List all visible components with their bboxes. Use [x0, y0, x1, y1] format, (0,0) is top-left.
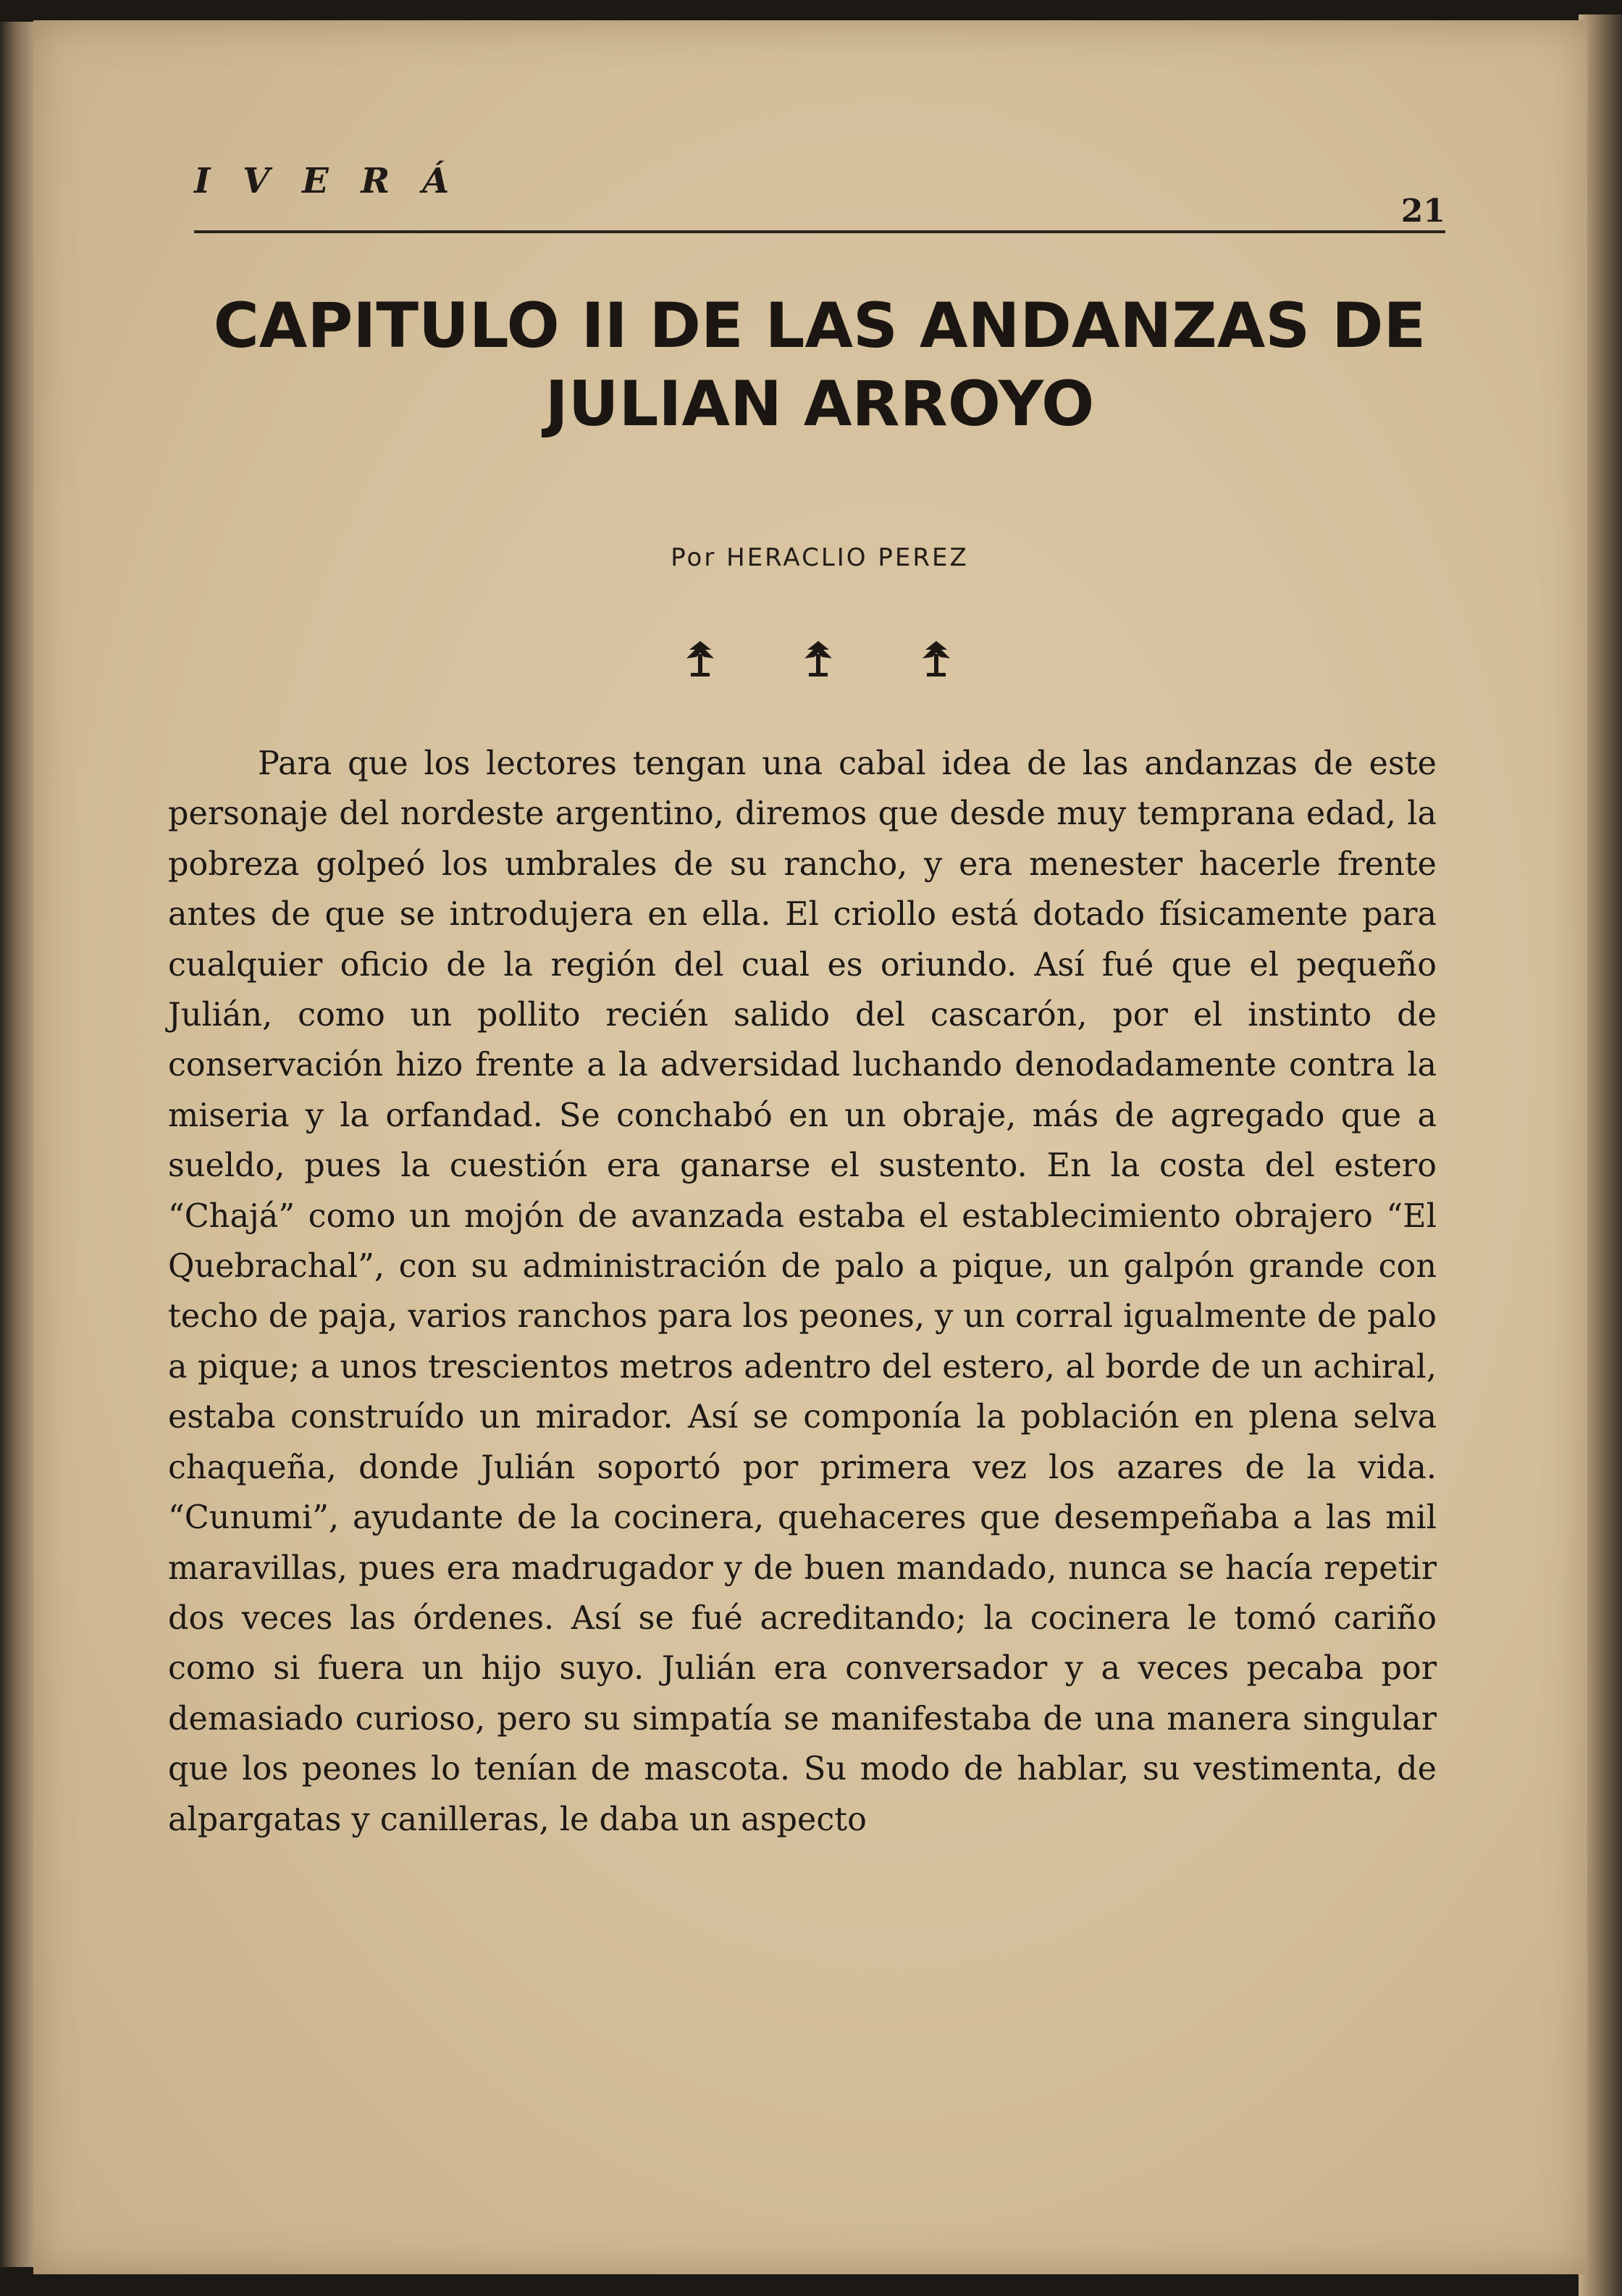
page-number: 21	[1400, 193, 1445, 230]
tree-ornament-icon	[917, 637, 956, 684]
running-header	[194, 161, 1445, 233]
author-byline: Por HERACLIO PEREZ	[671, 543, 969, 572]
tree-ornament-icon	[799, 637, 838, 684]
book-gutter-left	[0, 22, 36, 2267]
chapter-title: CAPITULO II DE LAS ANDANZAS DE JULIAN ARROYO	[213, 290, 1426, 440]
journal-title: I V E R Á	[194, 161, 460, 201]
article-body: Para que los lectores tengan una cabal idea de las andanzas de este personaje del nordeste argentino, diremos que desde muy temprana edad, la pobreza golpeó los umbrales de su rancho, y era menester hacerle frente antes de que se introdujera en ella. El criollo está dotado físicamente para cualquier oficio de la región del cual es oriundo. Así fué que el pequeño Julián, como un pollito recién salido del cascarón, por el instinto de conservación hizo frente a la adversidad luchando denodadamente contra la miseria y la orfandad. Se conchabó en un obraje, más de agregado que a sueldo, pues la cuestión era ganarse el sustento. En la costa del estero “Chajá” como un mojón de avanzada estaba el establecimiento obrajero “El Quebrachal”, con su administración de palo a pique, un galpón grande con techo de paja, varios ranchos para los peones, y un corral igualmente de palo a pique; a unos trescientos metros adentro del estero, al borde de un achiral, estaba construído un mirador. Así se componía la población en plena selva chaqueña, donde Julián soportó por primera vez los azares de la vida. “Cunumi”, ayudante de la cocinera, quehaceres que desempeñaba a las mil maravillas, pues era madrugador y de buen mandado, nunca se hacía repetir dos veces las órdenes. Así se fué acreditando; la cocinera le tomó cariño como si fuera un hijo suyo. Julián era conversador y a veces pecaba por demasiado curioso, pero su simpatía se manifestaba de una manera singular que los peones lo tenían de mascota. Su modo de hablar, su vestimenta, de alpargatas y canilleras, le daba un aspecto	[168, 745, 1437, 1838]
header-rule	[194, 230, 1445, 233]
tree-ornament-icon	[681, 637, 720, 684]
ornament-divider	[681, 634, 956, 685]
